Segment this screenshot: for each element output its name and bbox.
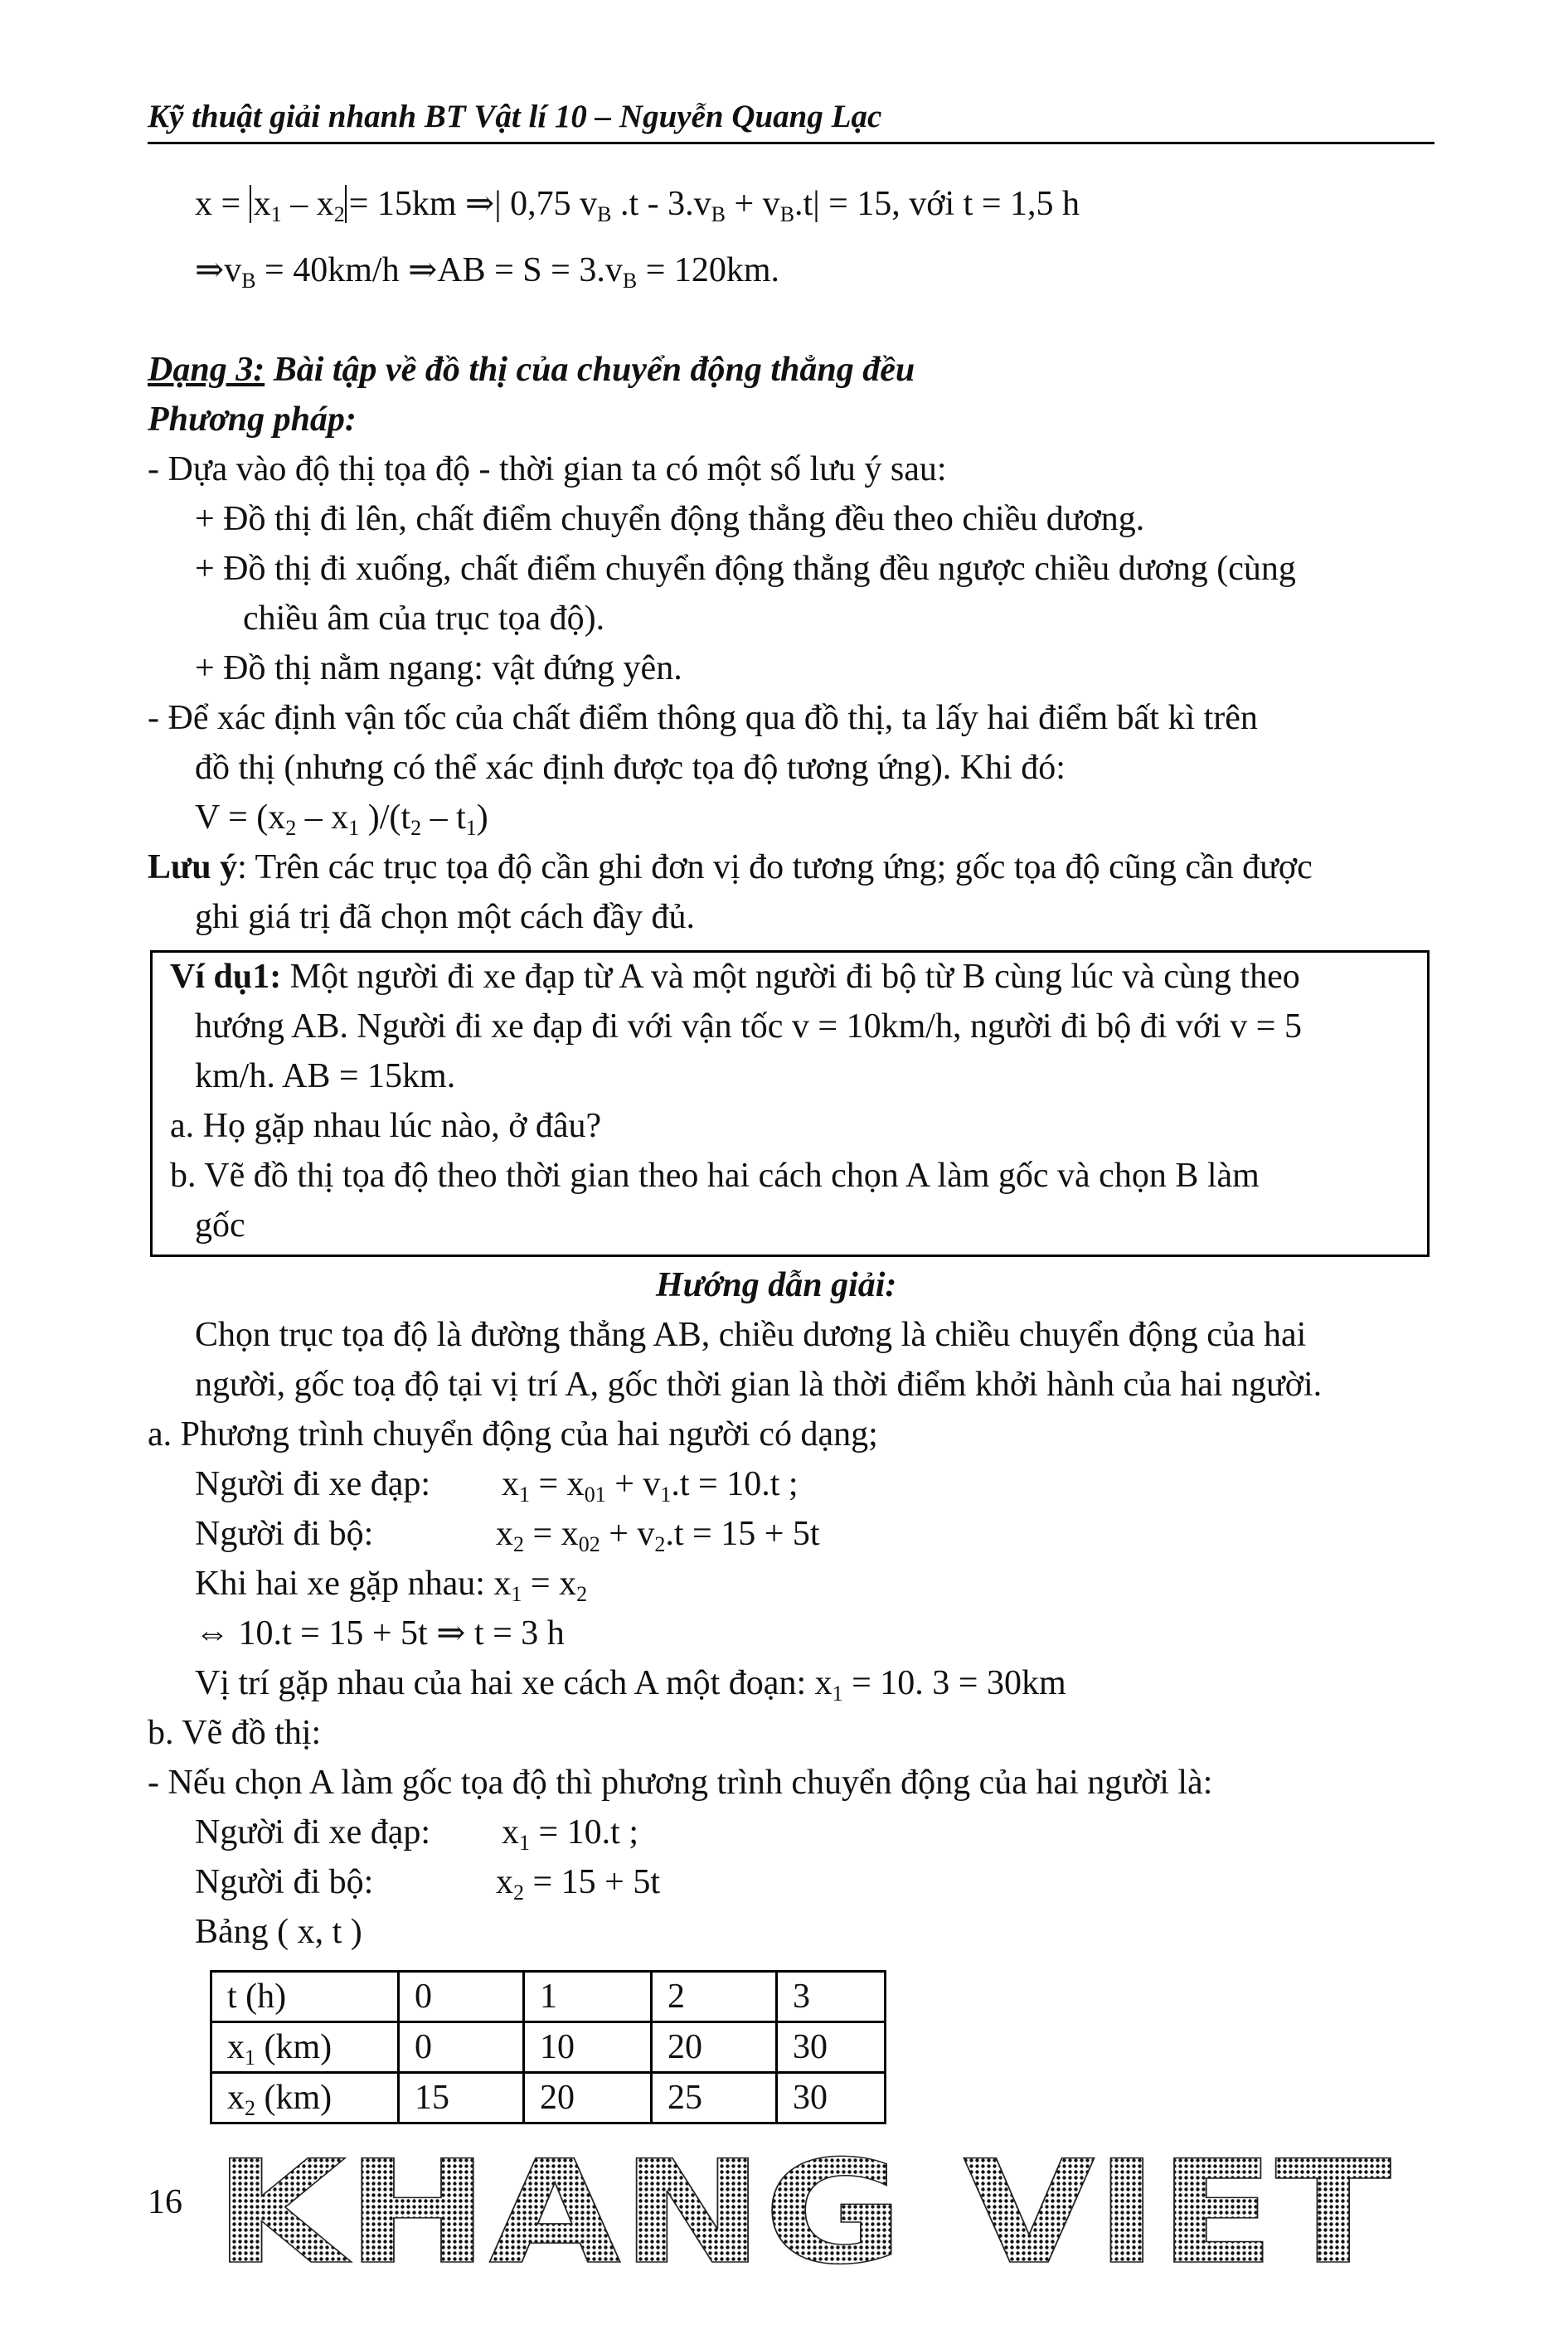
sub-bullet-1a: + Đồ thị đi lên, chất điểm chuyển động thẳng đều theo chiều dương. xyxy=(195,500,1145,538)
table-header-cell: t (h) xyxy=(211,1972,399,2022)
section-title: Dạng 3: Bài tập về đồ thị của chuyển động thẳng đều xyxy=(148,351,915,389)
table-header-cell: $x_1$ (km) xyxy=(211,2022,399,2073)
table-cell: 2 xyxy=(652,1972,777,2022)
solution-a2: Người đi xe đạp: xyxy=(195,1465,431,1503)
table-row xyxy=(211,1972,886,2022)
solution-title: Hướng dẫn giải: xyxy=(656,1266,897,1304)
solution-a1: a. Phương trình chuyển động của hai người có dạng; xyxy=(148,1415,878,1454)
velocity-formula: $V = (x_2 - x_1$ )$/(t_2 - t_1)$ xyxy=(195,798,488,840)
solution-b3-eq: $x_1 = 10.t$ ; xyxy=(502,1813,639,1855)
bullet-2-cont: đồ thị (nhưng có thể xác định được tọa độ tương ứng). Khi đó: xyxy=(195,749,1066,787)
example-line-1: Ví dụ1: Một người đi xe đạp từ A và một người đi bộ từ B cùng lúc và cùng theo xyxy=(170,958,1300,996)
example-question-a: a. Họ gặp nhau lúc nào, ở đâu? xyxy=(170,1107,602,1145)
solution-a4: Khi hai xe gặp nhau: $x_1 = x_2$ xyxy=(195,1565,588,1606)
solution-a2-eq: $x_1 = x_{01} + v_1.t = 10.t$ ; xyxy=(502,1465,799,1507)
table-cell: 25 xyxy=(652,2073,777,2123)
table-cell: 30 xyxy=(777,2073,886,2123)
table-cell: 20 xyxy=(652,2022,777,2073)
solution-b1: b. Vẽ đồ thị: xyxy=(148,1714,322,1752)
table-cell: 20 xyxy=(524,2073,652,2123)
bullet-2: - Để xác định vận tốc của chất điểm thông qua đồ thị, ta lấy hai điểm bất kì trên xyxy=(148,699,1258,737)
note-line-cont: ghi giá trị đã chọn một cách đầy đủ. xyxy=(195,898,695,936)
publisher-logo xyxy=(214,2146,1400,2279)
sub-bullet-1b-cont: chiều âm của trục tọa độ). xyxy=(243,599,605,638)
data-table xyxy=(210,1970,886,2124)
method-heading: Phương pháp: xyxy=(148,400,357,439)
running-header: Kỹ thuật giải nhanh BT Vật lí 10 – Nguyễn Quang Lạc xyxy=(148,98,1435,144)
solution-b4-eq: $x_2 = 15 + 5t$ xyxy=(496,1863,661,1905)
table-row xyxy=(211,2022,886,2073)
solution-a6: Vị trí gặp nhau của hai xe cách A một đoạn: $x_1 = 10$. 3 = 30km xyxy=(195,1664,1066,1706)
table-caption: Bảng ( x, t ) xyxy=(195,1913,362,1951)
table-cell: 15 xyxy=(399,2073,524,2123)
table-header-cell: $x_2$ (km) xyxy=(211,2073,399,2123)
solution-a3: Người đi bộ: xyxy=(195,1515,374,1553)
table-cell: 0 xyxy=(399,1972,524,2022)
table-cell: 1 xyxy=(524,1972,652,2022)
table-cell: 30 xyxy=(777,2022,886,2073)
sub-bullet-1b: + Đồ thị đi xuống, chất điểm chuyển động thẳng đều ngược chiều dương (cùng xyxy=(195,550,1296,588)
note-line: Lưu ý: Trên các trục tọa độ cần ghi đơn vị đo tương ứng; gốc tọa độ cũng cần được xyxy=(148,848,1313,886)
logo-text: KHANG VIET xyxy=(214,2146,1391,2279)
page-number: 16 xyxy=(148,2183,182,2221)
solution-b3: Người đi xe đạp: xyxy=(195,1813,431,1852)
solution-b2: - Nếu chọn A làm gốc tọa độ thì phương trình chuyển động của hai người là: xyxy=(148,1764,1213,1802)
table-row xyxy=(211,2073,886,2123)
example-question-b: b. Vẽ đồ thị tọa độ theo thời gian theo hai cách chọn A làm gốc và chọn B làm xyxy=(170,1157,1260,1195)
table-cell: 10 xyxy=(524,2022,652,2073)
sub-bullet-1c: + Đồ thị nằm ngang: vật đứng yên. xyxy=(195,649,682,687)
solution-a3-eq: $x_2 = x_{02} + v_2.t = 15 + 5t$ xyxy=(496,1515,820,1556)
example-question-b-cont: gốc xyxy=(195,1206,245,1245)
solution-a5: ⇔ 10.t = 15 + 5t ⇒ t = 3 h xyxy=(195,1614,565,1653)
equation-line-2: $\Rightarrow v_B = 40km/h$ ⇒AB = $S = 3.v_B = 120km$. xyxy=(195,251,780,293)
bullet-1: - Dựa vào độ thị tọa độ - thời gian ta có một số lưu ý sau: xyxy=(148,450,947,488)
table-cell: 3 xyxy=(777,1972,886,2022)
table-cell: 0 xyxy=(399,2022,524,2073)
solution-b4: Người đi bộ: xyxy=(195,1863,374,1901)
equation-line-1: $x = x_1 - x_2 = 15km$ ⇒| 0,75 $v_B$ $.t - 3.v_B + v_B.t| = 15$, với t = 1,5 h xyxy=(195,185,1080,226)
solution-p2: người, gốc toạ độ tại vị trí A, gốc thời gian là thời điểm khởi hành của hai người. xyxy=(195,1366,1323,1404)
example-line-2: hướng AB. Người đi xe đạp đi với vận tốc v = 10km/h, người đi bộ đi với v = 5 xyxy=(195,1007,1302,1046)
solution-p1: Chọn trục tọa độ là đường thẳng AB, chiều dương là chiều chuyển động của hai xyxy=(195,1316,1307,1354)
example-line-3: km/h. AB = 15km. xyxy=(195,1057,456,1095)
